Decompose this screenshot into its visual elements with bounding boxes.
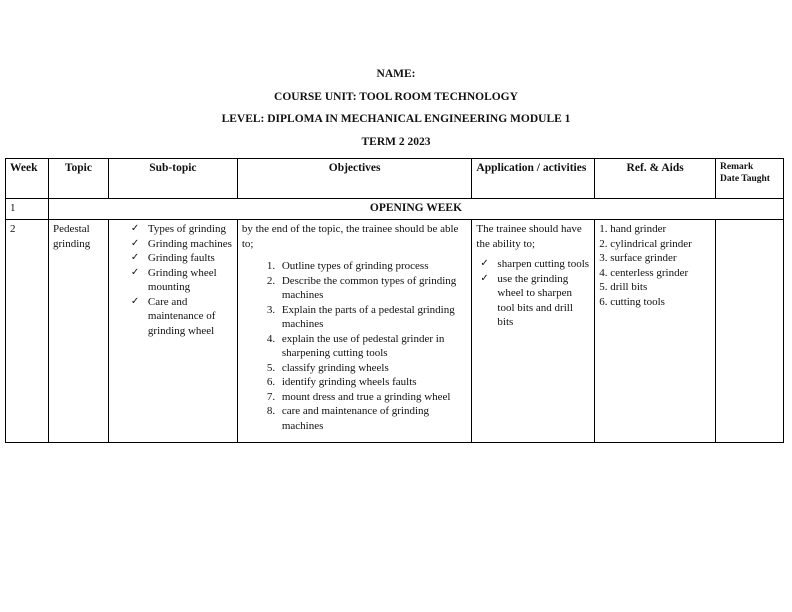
col-week: Week — [6, 159, 49, 199]
ref-aids-cell — [595, 220, 716, 443]
remark-cell — [716, 220, 784, 443]
col-application: Application / activities — [472, 159, 595, 199]
col-objectives: Objectives — [237, 159, 472, 199]
table-row — [6, 199, 784, 220]
week-cell: 1 — [6, 199, 49, 220]
name-heading: NAME: — [376, 68, 416, 80]
subtopic-item: ✓ Grinding machines — [131, 237, 233, 252]
objective-item: 4. explain the use of pedestal grinder in sharpening cutting tools — [278, 332, 468, 361]
course-unit-heading: COURSE UNIT: TOOL ROOM TECHNOLOGY — [274, 91, 518, 103]
application-cell — [472, 220, 595, 443]
scheme-of-work-table — [5, 158, 784, 443]
remark-label: Remark — [720, 162, 754, 172]
table-header-row — [6, 159, 784, 199]
topic-cell: Pedestal grinding — [48, 220, 108, 443]
objective-item: 6. identify grinding wheels faults — [278, 375, 468, 390]
subtopic-item: ✓ Grinding wheel mounting — [131, 266, 233, 295]
ref-item: 4. centerless grinder — [599, 266, 689, 279]
application-item: ✓ sharpen cutting tools — [480, 257, 590, 272]
col-ref-aids: Ref. & Aids — [595, 159, 716, 199]
objective-item: 3. Explain the parts of a pedestal grinding machines — [278, 303, 468, 332]
date-taught-label: Date Taught — [720, 174, 770, 184]
subtopic-item: ✓ Care and maintenance of grinding wheel — [131, 295, 233, 339]
objectives-cell — [237, 220, 472, 443]
subtopic-cell — [108, 220, 237, 443]
week-cell: 2 — [6, 220, 49, 443]
ref-item: 6. cutting tools — [599, 295, 665, 308]
ref-item: 5. drill bits — [599, 281, 648, 293]
ref-item: 1. hand grinder — [599, 223, 667, 235]
opening-week-cell: OPENING WEEK — [48, 199, 783, 220]
objective-item: 2. Describe the common types of grinding machines — [278, 274, 468, 303]
col-topic: Topic — [48, 159, 108, 199]
application-intro: The trainee should have the ability to; — [476, 223, 582, 250]
objective-item: 8. care and maintenance of grinding machines — [278, 404, 468, 433]
subtopic-item: ✓ Types of grinding — [131, 222, 233, 237]
objectives-intro: by the end of the topic, the trainee should be able to; — [241, 223, 459, 250]
objective-item: 1. Outline types of grinding process — [278, 259, 468, 274]
application-item: ✓ use the grinding wheel to sharpen tool bits and drill bits — [480, 272, 590, 330]
col-remark — [716, 159, 784, 199]
level-heading: LEVEL: DIPLOMA IN MECHANICAL ENGINEERING MODULE 1 — [221, 113, 571, 125]
term-heading: TERM 2 2023 — [361, 136, 431, 148]
table-row — [6, 220, 784, 443]
ref-item: 2. cylindrical grinder — [599, 237, 692, 250]
objective-item: 5. classify grinding wheels — [278, 361, 468, 376]
col-subtopic: Sub-topic — [108, 159, 237, 199]
ref-item: 3. surface grinder — [599, 252, 677, 264]
subtopic-item: ✓ Grinding faults — [131, 251, 233, 266]
objective-item: 7. mount dress and true a grinding wheel — [278, 390, 468, 405]
